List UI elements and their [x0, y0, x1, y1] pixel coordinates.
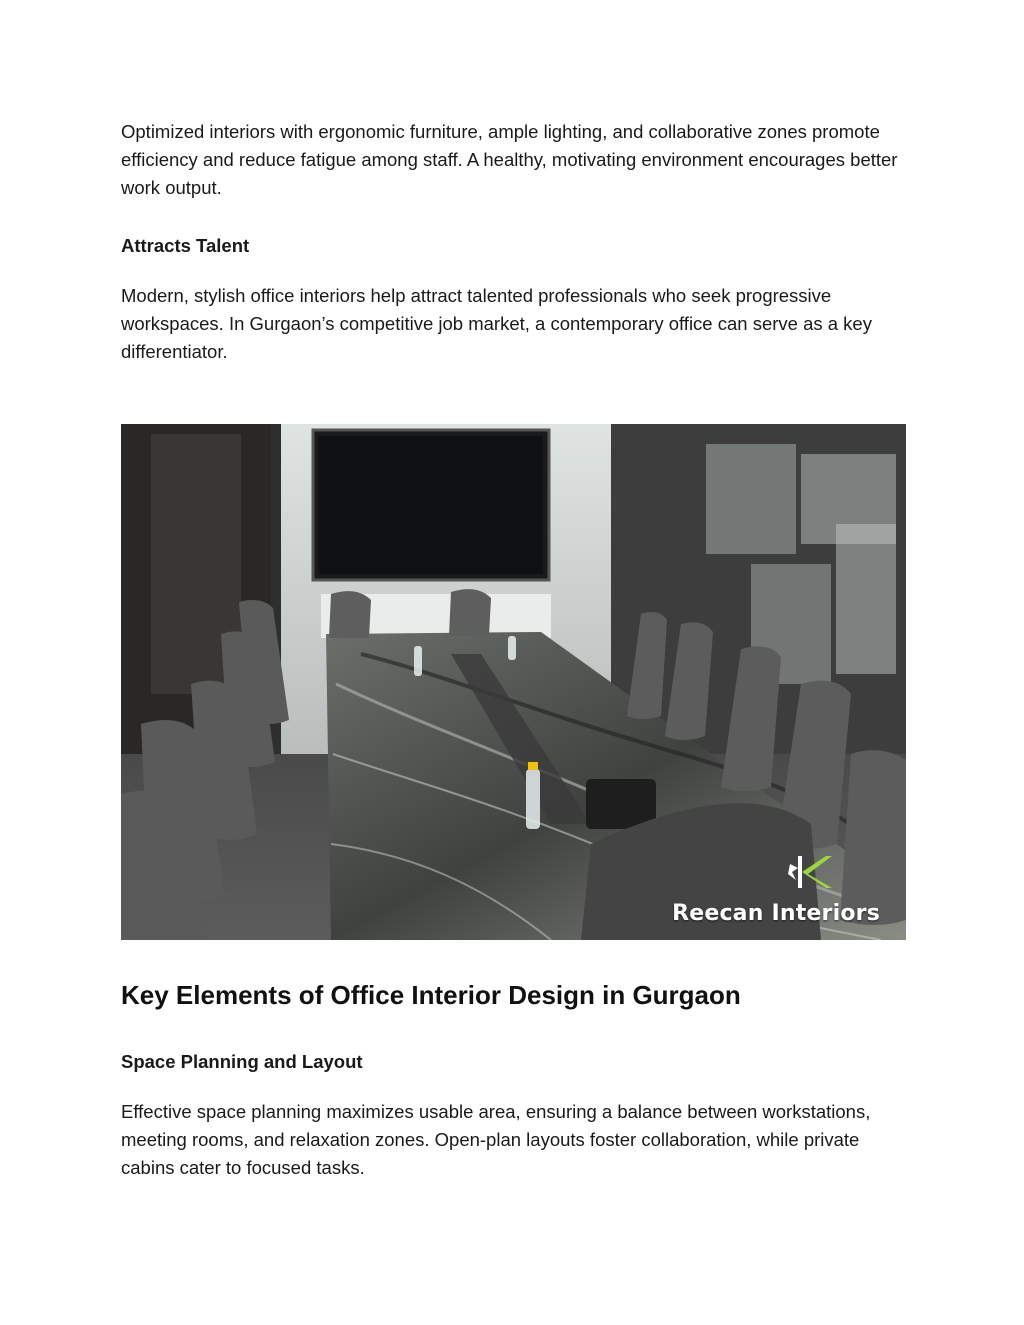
- section-title: Key Elements of Office Interior Design in Gurgaon: [121, 980, 741, 1010]
- space-planning-paragraph: Effective space planning maximizes usable area, ensuring a balance between workstations, meeting rooms, and relaxation zones. Open-plan layouts foster collaboration, while private cabins cater to focused tasks.: [121, 1101, 871, 1178]
- reecan-logo-icon: [788, 852, 836, 892]
- conference-room-photo: [121, 424, 906, 940]
- talent-paragraph: Modern, stylish office interiors help attract talented professionals who seek progressive workspaces. In Gurgaon’s competitive job market, a contemporary office can serve as a key differentiator.: [121, 285, 872, 362]
- reecan-logo-text: Reecan Interiors: [672, 901, 880, 926]
- intro-paragraph: Optimized interiors with ergonomic furniture, ample lighting, and collaborative zones promote efficiency and reduce fatigue among staff. A healthy, motivating environment encourages better work output.: [121, 121, 898, 198]
- subheading-attracts-talent: Attracts Talent: [121, 235, 250, 256]
- subheading-space-planning: Space Planning and Layout: [121, 1051, 363, 1072]
